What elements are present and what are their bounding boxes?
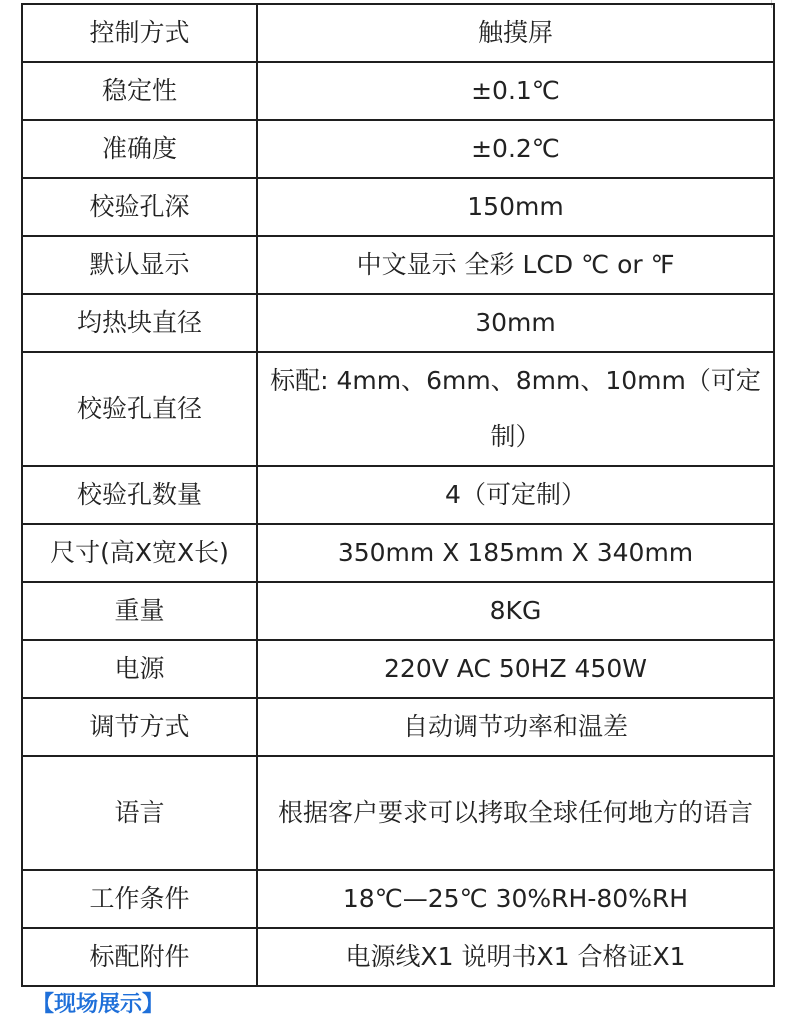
table-row — [22, 928, 774, 986]
row-value: 电源线X1 说明书X1 合格证X1 — [257, 928, 774, 986]
row-label: 标配附件 — [22, 928, 257, 986]
row-value: ±0.2℃ — [257, 120, 774, 178]
table-row — [22, 698, 774, 756]
row-label: 工作条件 — [22, 870, 257, 928]
row-value: 30mm — [257, 294, 774, 352]
row-label: 均热块直径 — [22, 294, 257, 352]
row-value: 350mm X 185mm X 340mm — [257, 524, 774, 582]
row-value: 8KG — [257, 582, 774, 640]
row-label: 准确度 — [22, 120, 257, 178]
table-row — [22, 756, 774, 870]
row-value: 220V AC 50HZ 450W — [257, 640, 774, 698]
row-value: 标配: 4mm、6mm、8mm、10mm（可定制） — [257, 352, 774, 466]
row-label: 重量 — [22, 582, 257, 640]
table-row — [22, 4, 774, 62]
row-label: 尺寸(高X宽X长) — [22, 524, 257, 582]
row-value: 18℃—25℃ 30%RH-80%RH — [257, 870, 774, 928]
section-heading: 【现场展示】 — [32, 992, 165, 1017]
row-label: 校验孔直径 — [22, 352, 257, 466]
table-row — [22, 524, 774, 582]
row-label: 调节方式 — [22, 698, 257, 756]
table-row — [22, 870, 774, 928]
table-row — [22, 120, 774, 178]
table-row — [22, 236, 774, 294]
row-label: 控制方式 — [22, 4, 257, 62]
row-value: 根据客户要求可以拷取全球任何地方的语言 — [257, 756, 774, 870]
row-value: 自动调节功率和温差 — [257, 698, 774, 756]
table-row — [22, 640, 774, 698]
row-label: 电源 — [22, 640, 257, 698]
row-label: 默认显示 — [22, 236, 257, 294]
row-value: ±0.1℃ — [257, 62, 774, 120]
row-label: 稳定性 — [22, 62, 257, 120]
row-label: 校验孔数量 — [22, 466, 257, 524]
table-row — [22, 178, 774, 236]
spec-table — [21, 3, 775, 987]
table-row — [22, 582, 774, 640]
table-row — [22, 294, 774, 352]
row-label: 校验孔深 — [22, 178, 257, 236]
row-value: 中文显示 全彩 LCD ℃ or ℉ — [257, 236, 774, 294]
row-value: 150mm — [257, 178, 774, 236]
table-row — [22, 352, 774, 466]
table-row — [22, 62, 774, 120]
table-row — [22, 466, 774, 524]
row-value: 4（可定制） — [257, 466, 774, 524]
row-label: 语言 — [22, 756, 257, 870]
row-value: 触摸屏 — [257, 4, 774, 62]
